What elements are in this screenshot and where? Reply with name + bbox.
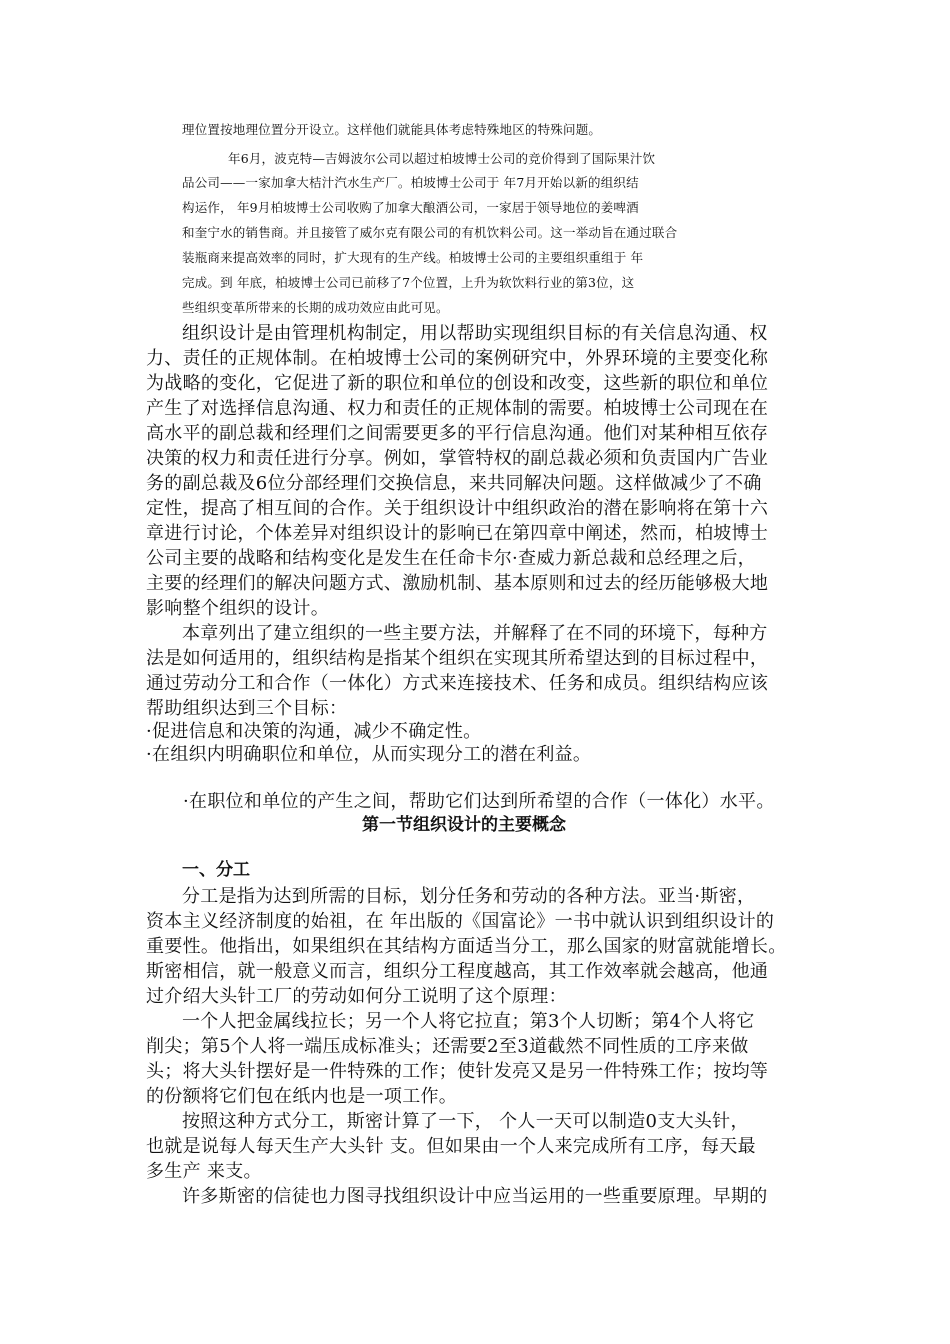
body-text-line: 法是如何适用的，组织结构是指某个组织在实现其所希望达到的目标过程中， (146, 648, 769, 669)
body-text-line: 的份额将它们包在纸内也是一项工作。 (146, 1086, 458, 1107)
body-text-line: 公司主要的战略和结构变化是发生在任命卡尔·查威力新总裁和总经理之后， (146, 548, 756, 569)
case-text-line: 和奎宁水的销售商。并且接管了威尔克有限公司的有机饮料公司。这一举动旨在通过联合 (182, 225, 678, 240)
body-text-line: 通过劳动分工和合作（一体化）方式来连接技术、任务和成员。组织结构应该 (146, 673, 769, 694)
section-title: 第一节组织设计的主要概念 (362, 815, 566, 835)
body-text-line: 重要性。他指出，如果组织在其结构方面适当分工，那么国家的财富就能增长。 (146, 936, 787, 957)
body-text-line: 力、责任的正规体制。在柏坡博士公司的案例研究中，外界环境的主要变化称 (146, 348, 769, 369)
body-text-line: 定性，提高了相互间的合作。关于组织设计中组织政治的潜在影响将在第十六 (146, 498, 769, 519)
body-text-line: 削尖；第5个人将一端压成标准头；还需要2至3道截然不同性质的工序来做 (146, 1036, 749, 1057)
body-text-line: 组织设计是由管理机构制定，用以帮助实现组织目标的有关信息沟通、权 (182, 323, 768, 344)
body-text-line: 主要的经理们的解决问题方式、激励机制、基本原则和过去的经历能够极大地 (146, 573, 769, 594)
body-text-line: 分工是指为达到所需的目标，划分任务和劳动的各种方法。亚当·斯密， (182, 886, 756, 907)
body-text-line: 产生了对选择信息沟通、权力和责任的正规体制的需要。柏坡博士公司现在在 (146, 398, 769, 419)
case-text-line: 些组织变革所带来的长期的成功效应由此可见。 (182, 300, 449, 315)
body-text-line: 一个人把金属线拉长；另一个人将它拉直；第3个人切断；第4个人将它 (182, 1011, 755, 1032)
body-text-line: 本章列出了建立组织的一些主要方法，并解释了在不同的环境下，每种方 (182, 623, 768, 644)
subsection-title: 一、分工 (182, 860, 250, 880)
body-text-line: 多生产 来支。 (146, 1161, 262, 1182)
case-text-line: 构运作， 年9月柏坡博士公司收购了加拿大酿酒公司，一家居于领导地位的姜啤酒 (182, 200, 639, 215)
body-text-line: 决策的权力和责任进行分享。例如，掌管特权的副总裁必须和负责国内广告业 (146, 448, 769, 469)
body-text-line: 为战略的变化，它促进了新的职位和单位的创设和改变，这些新的职位和单位 (146, 373, 769, 394)
case-text-line: 年6月，波克特—吉姆波尔公司以超过柏坡博士公司的竞价得到了国际果汁饮 (228, 151, 656, 166)
body-text-line: 务的副总裁及6位分部经理们交换信息，来共同解决问题。这样做减少了不确 (146, 473, 762, 494)
case-text-line: 装瓶商来提高效率的同时，扩大现有的生产线。柏坡博士公司的主要组织重组于 年 (182, 250, 644, 265)
body-text-line: 高水平的副总裁和经理们之间需要更多的平行信息沟通。他们对某种相互依存 (146, 423, 769, 444)
body-text-line: 许多斯密的信徒也力图寻找组织设计中应当运用的一些重要原理。早期的 (182, 1186, 768, 1207)
body-text-line: 头；将大头针摆好是一件特殊的工作；使针发亮又是另一件特殊工作；按均等 (146, 1061, 769, 1082)
case-text-line: 品公司——一家加拿大桔汁汽水生产厂。柏坡博士公司于 年7月开始以新的组织结 (182, 175, 639, 190)
case-text-line: 完成。到 年底，柏坡博士公司已前移了7个位置，上升为软饮料行业的第3位，这 (182, 275, 635, 290)
body-text-line: 资本主义经济制度的始祖，在 年出版的《国富论》一书中就认识到组织设计的 (146, 911, 775, 932)
body-text-line: 也就是说每人每天生产大头针 支。但如果由一个人来完成所有工序，每天最 (146, 1136, 756, 1157)
bullet-item: ·在组织内明确职位和单位，从而实现分工的潜在利益。 (146, 744, 592, 765)
bullet-item: ·在职位和单位的产生之间，帮助它们达到所希望的合作（一体化）水平。 (183, 791, 775, 812)
body-text-line: 按照这种方式分工，斯密计算了一下， 个人一天可以制造0支大头针， (182, 1111, 749, 1132)
body-text-line: 斯密相信，就一般意义而言，组织分工程度越高，其工作效率就会越高，他通 (146, 961, 769, 982)
body-text-line: 章进行讨论，个体差异对组织设计的影响已在第四章中阐述，然而，柏坡博士 (146, 523, 769, 544)
bullet-item: ·促进信息和决策的沟通，减少不确定性。 (146, 721, 482, 742)
body-text-line: 帮助组织达到三个目标： (146, 698, 348, 719)
body-text-line: 过介绍大头针工厂的劳动如何分工说明了这个原理： (146, 986, 567, 1007)
case-text-line: 理位置按地理位置分开设立。这样他们就能具体考虑特殊地区的特殊问题。 (182, 122, 602, 137)
body-text-line: 影响整个组织的设计。 (146, 598, 329, 619)
